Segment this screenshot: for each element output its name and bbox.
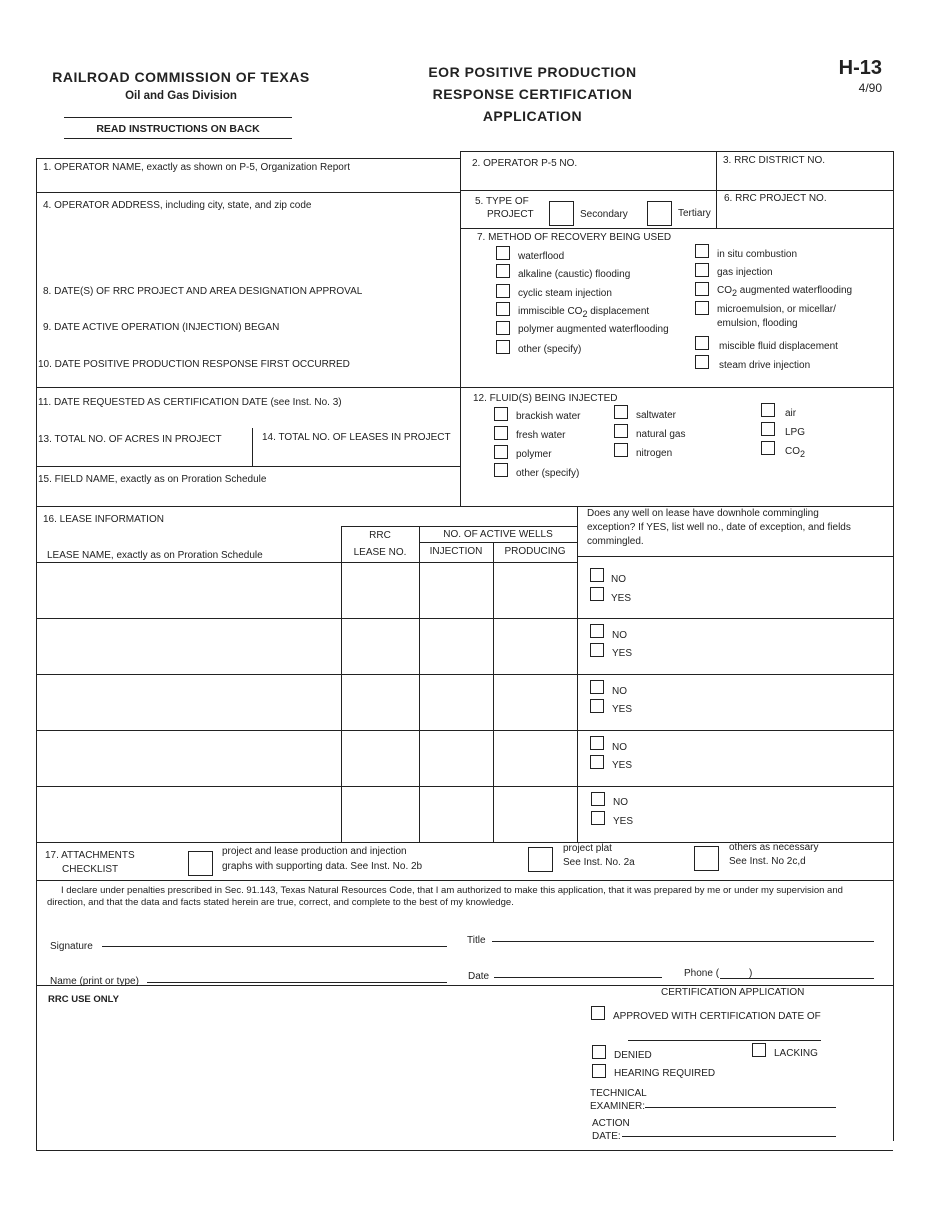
lease-name-header: LEASE NAME, exactly as on Proration Schedule (47, 550, 263, 561)
gas-injection-label: gas injection (717, 267, 773, 278)
certification-application-label: CERTIFICATION APPLICATION (661, 987, 805, 998)
co2-waterflood-label: CO2 augmented waterflooding (717, 285, 853, 298)
co2-fluid-label: CO2 (785, 446, 806, 459)
cyclic-steam-checkbox[interactable] (496, 284, 510, 298)
nitrogen-label: nitrogen (636, 448, 673, 459)
signature-label: Signature (50, 941, 93, 952)
division-name: Oil and Gas Division (125, 90, 237, 102)
examiner-label: EXAMINER: (590, 1101, 646, 1112)
phone-label: Phone ( (684, 968, 720, 979)
form-title-2: RESPONSE CERTIFICATION (432, 86, 633, 102)
other-fluid-label: other (specify) (516, 468, 580, 479)
waterflood-label: waterflood (518, 251, 565, 262)
polymer-fluid-checkbox[interactable] (494, 445, 508, 459)
phone-close: ) (749, 968, 753, 979)
co2-fluid-checkbox[interactable] (761, 441, 775, 455)
hearing-required-label: HEARING REQUIRED (614, 1068, 716, 1079)
others-label: others as necessary (729, 842, 819, 853)
in-situ-checkbox[interactable] (695, 244, 709, 258)
fresh-water-checkbox[interactable] (494, 426, 508, 440)
in-situ-label: in situ combustion (717, 249, 798, 260)
approved-date-line[interactable] (628, 1040, 821, 1041)
field-district-no: 3. RRC DISTRICT NO. (723, 155, 826, 166)
miscible-fluid-label: miscible fluid displacement (719, 341, 838, 352)
row5-yes-checkbox[interactable] (591, 811, 605, 825)
gas-injection-checkbox[interactable] (695, 263, 709, 277)
natural-gas-checkbox[interactable] (614, 424, 628, 438)
field-type-of-project: 5. TYPE OF (475, 196, 529, 207)
steam-drive-label: steam drive injection (719, 360, 811, 371)
field-certification-date: 11. DATE REQUESTED AS CERTIFICATION DATE (see Inst. No. 3) (38, 397, 342, 408)
row1-yes-label: YES (611, 593, 632, 604)
row2-yes-label: YES (612, 648, 633, 659)
row3-yes-checkbox[interactable] (590, 699, 604, 713)
attachments-label-2: CHECKLIST (62, 864, 119, 875)
form-title-1: EOR POSITIVE PRODUCTION (428, 64, 637, 80)
immiscible-co2-label: immiscible CO2 displacement (518, 306, 650, 319)
phone-line[interactable] (720, 978, 874, 979)
approved-checkbox[interactable] (591, 1006, 605, 1020)
lacking-checkbox[interactable] (752, 1043, 766, 1057)
field-total-acres: 13. TOTAL NO. OF ACRES IN PROJECT (38, 434, 222, 445)
row1-yes-checkbox[interactable] (590, 587, 604, 601)
commingling-question: Does any well on lease have downhole commingling exception? If YES, list well no., date of exception, and fields commingled. (587, 508, 851, 547)
saltwater-checkbox[interactable] (614, 405, 628, 419)
row5-yes-label: YES (613, 816, 634, 827)
row4-no-checkbox[interactable] (590, 736, 604, 750)
project-plat-checkbox[interactable] (528, 847, 553, 872)
row3-no-checkbox[interactable] (590, 680, 604, 694)
field-fluids-injected: 12. FLUID(S) BEING INJECTED (473, 393, 618, 404)
lpg-label: LPG (785, 427, 806, 438)
field-total-leases: 14. TOTAL NO. OF LEASES IN PROJECT (262, 432, 451, 443)
cyclic-steam-label: cyclic steam injection (518, 288, 612, 299)
alkaline-label: alkaline (caustic) flooding (518, 269, 631, 280)
graphs-label: project and lease production and injection (222, 846, 407, 857)
title-label: Title (467, 935, 486, 946)
polymer-waterflood-checkbox[interactable] (496, 321, 510, 335)
field-p5-no: 2. OPERATOR P-5 NO. (472, 158, 578, 169)
hearing-required-checkbox[interactable] (592, 1064, 606, 1078)
immiscible-co2-checkbox[interactable] (496, 302, 510, 316)
lpg-checkbox[interactable] (761, 422, 775, 436)
secondary-checkbox[interactable] (549, 201, 574, 226)
technical-label: TECHNICAL (590, 1088, 647, 1099)
lacking-label: LACKING (774, 1048, 818, 1059)
secondary-label: Secondary (580, 209, 628, 220)
denied-label: DENIED (614, 1050, 652, 1061)
row4-no-label: NO (612, 742, 627, 753)
rrc-header: RRC (369, 530, 391, 541)
tertiary-label: Tertiary (678, 208, 711, 219)
denied-checkbox[interactable] (592, 1045, 606, 1059)
row2-yes-checkbox[interactable] (590, 643, 604, 657)
action-date-line[interactable] (622, 1136, 836, 1137)
microemulsion-label-2: emulsion, flooding (717, 318, 798, 329)
form-title-3: APPLICATION (482, 108, 583, 124)
brackish-water-checkbox[interactable] (494, 407, 508, 421)
nitrogen-checkbox[interactable] (614, 443, 628, 457)
alkaline-checkbox[interactable] (496, 264, 510, 278)
graphs-checkbox[interactable] (188, 851, 213, 876)
injection-header: INJECTION (429, 546, 483, 557)
name-line[interactable] (147, 982, 447, 983)
natural-gas-label: natural gas (636, 429, 686, 440)
row1-no-checkbox[interactable] (590, 568, 604, 582)
signature-line[interactable] (102, 946, 447, 947)
form-date: 4/90 (858, 81, 882, 95)
project-plat-label-2: See Inst. No. 2a (563, 857, 635, 868)
instructions-note: READ INSTRUCTIONS ON BACK (96, 123, 260, 135)
field-recovery-method: 7. METHOD OF RECOVERY BEING USED (477, 232, 672, 243)
miscible-fluid-checkbox[interactable] (695, 336, 709, 350)
row5-no-label: NO (613, 797, 628, 808)
action-date-label: DATE: (592, 1131, 621, 1142)
row2-no-checkbox[interactable] (590, 624, 604, 638)
brackish-water-label: brackish water (516, 411, 581, 422)
steam-drive-checkbox[interactable] (695, 355, 709, 369)
row4-yes-checkbox[interactable] (590, 755, 604, 769)
other-fluid-checkbox[interactable] (494, 463, 508, 477)
field-type-of-project-2: PROJECT (487, 209, 534, 220)
microemulsion-checkbox[interactable] (695, 301, 709, 315)
declaration-text: I declare under penalties prescribed in Sec. 91.143, Texas Natural Resources Code, that I am authorized to make this application, that it was prepared by me or under my supervision and direction, and that the data and facts stated herein are true, correct, and complete to the best of my knowledge. (47, 885, 843, 908)
saltwater-label: saltwater (636, 410, 677, 421)
producing-header: PRODUCING (504, 546, 566, 557)
tertiary-checkbox[interactable] (647, 201, 672, 226)
air-checkbox[interactable] (761, 403, 775, 417)
field-rrc-project-no: 6. RRC PROJECT NO. (724, 193, 827, 204)
field-active-operation: 9. DATE ACTIVE OPERATION (INJECTION) BEGAN (43, 322, 280, 333)
waterflood-checkbox[interactable] (496, 246, 510, 260)
rrc-use-only-label: RRC USE ONLY (48, 994, 119, 1005)
title-line[interactable] (492, 941, 874, 942)
other-recovery-label: other (specify) (518, 344, 582, 355)
field-operator-name: 1. OPERATOR NAME, exactly as shown on P-5, Organization Report (43, 162, 350, 173)
air-label: air (785, 408, 797, 419)
lease-no-header: LEASE NO. (353, 547, 407, 558)
graphs-label-2: graphs with supporting data. See Inst. No. 2b (222, 861, 423, 872)
examiner-line[interactable] (645, 1107, 836, 1108)
row5-no-checkbox[interactable] (591, 792, 605, 806)
project-plat-label: project plat (563, 843, 612, 854)
row3-yes-label: YES (612, 704, 633, 715)
row3-no-label: NO (612, 686, 627, 697)
approved-label: APPROVED WITH CERTIFICATION DATE OF (613, 1011, 821, 1022)
date-label: Date (468, 971, 490, 982)
form-number: H-13 (838, 57, 882, 79)
others-checkbox[interactable] (694, 846, 719, 871)
field-operator-address: 4. OPERATOR ADDRESS, including city, state, and zip code (43, 200, 312, 211)
others-label-2: See Inst. No 2c,d (729, 856, 806, 867)
microemulsion-label: microemulsion, or micellar/ (717, 304, 836, 315)
other-recovery-checkbox[interactable] (496, 340, 510, 354)
polymer-waterflood-label: polymer augmented waterflooding (518, 324, 669, 335)
field-positive-response: 10. DATE POSITIVE PRODUCTION RESPONSE FIRST OCCURRED (38, 359, 350, 370)
fresh-water-label: fresh water (516, 430, 566, 441)
field-field-name: 15. FIELD NAME, exactly as on Proration Schedule (38, 474, 267, 485)
polymer-fluid-label: polymer (516, 449, 552, 460)
row4-yes-label: YES (612, 760, 633, 771)
attachments-label: 17. ATTACHMENTS (45, 850, 135, 861)
co2-waterflood-checkbox[interactable] (695, 282, 709, 296)
date-line[interactable] (494, 977, 662, 978)
agency-name: RAILROAD COMMISSION OF TEXAS (52, 69, 310, 85)
action-label: ACTION (592, 1118, 630, 1129)
field-approval-dates: 8. DATE(S) OF RRC PROJECT AND AREA DESIGNATION APPROVAL (43, 286, 363, 297)
field-lease-information: 16. LEASE INFORMATION (43, 514, 164, 525)
row2-no-label: NO (612, 630, 627, 641)
name-label: Name (print or type) (50, 976, 139, 987)
active-wells-header: NO. OF ACTIVE WELLS (443, 529, 553, 540)
row1-no-label: NO (611, 574, 626, 585)
